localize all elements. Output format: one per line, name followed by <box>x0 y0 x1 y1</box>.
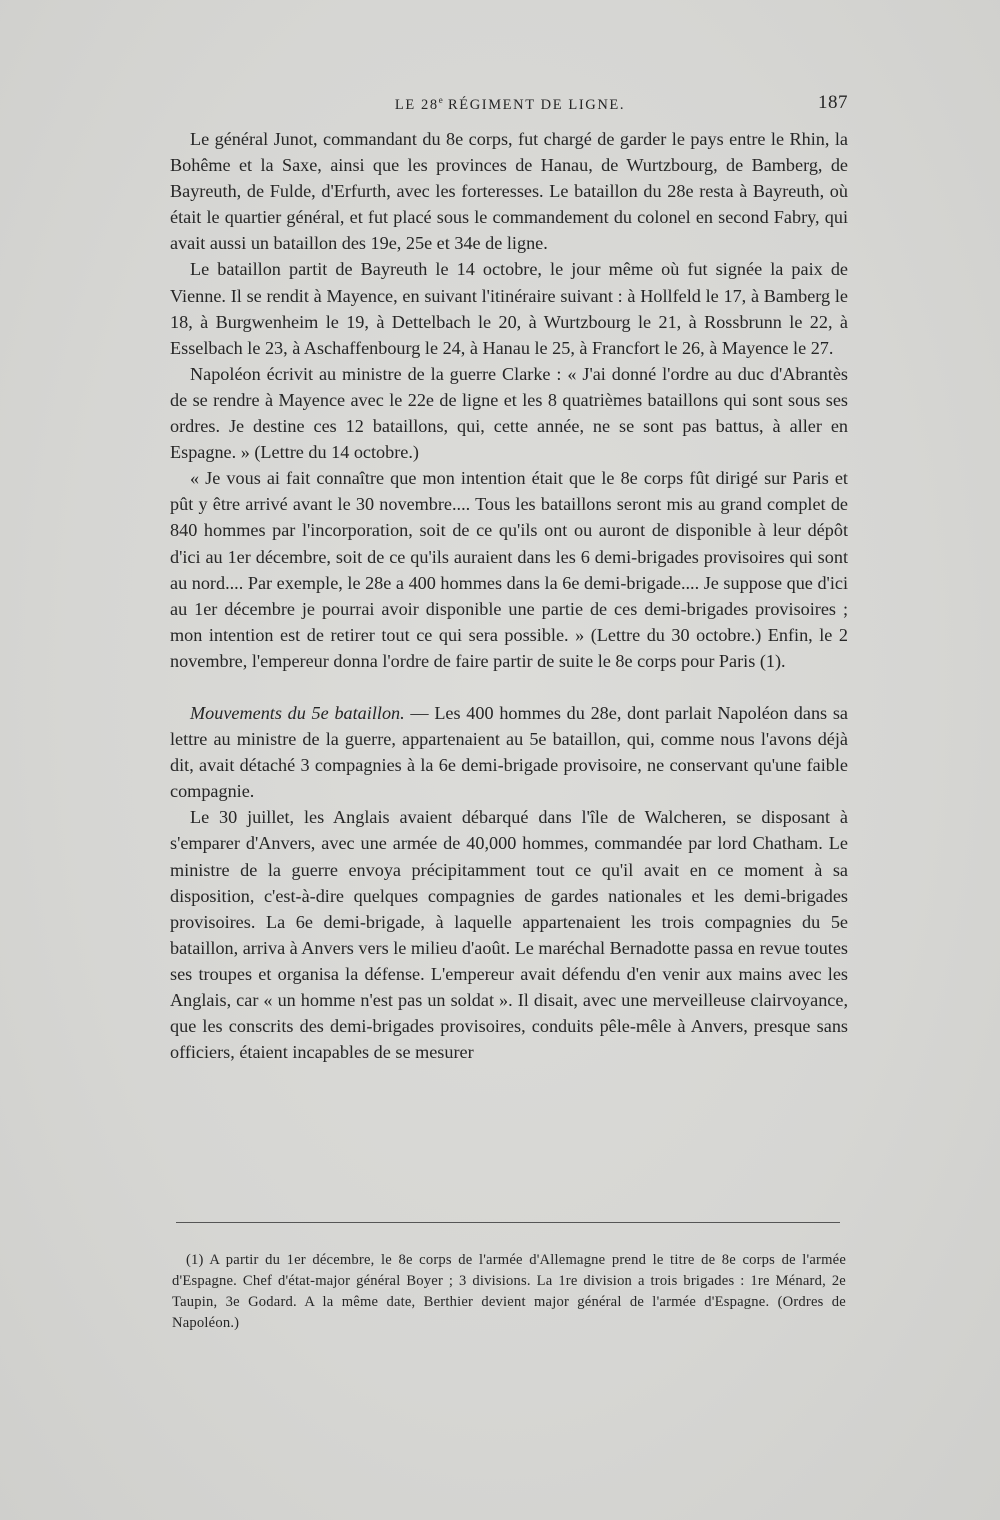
page-header <box>172 92 848 116</box>
body-text <box>170 126 848 1065</box>
section-intro: — Les 400 hommes du 28e, dont parlait Napoléon dans sa lettre au ministre de la guerre, appartenaient au 5e bataillon, qui, comme nous l'avons déjà dit, avait détaché 3 compagnies à la 6e demi-brigade provisoire, ne conservant qu'une faible compagnie. <box>170 702 849 802</box>
page-number: 187 <box>818 92 848 113</box>
section-paragraph-5th-battalion <box>170 700 848 804</box>
running-head: LE 28e RÉGIMENT DE LIGNE. <box>394 95 626 113</box>
paragraph-clarke-letter: Napoléon écrivit au ministre de la guerre Clarke : « J'ai donné l'ordre au duc d'Abrantès de se rendre à Mayence avec le 22e de ligne et les 8 quatrièmes bataillons qui sont sous ses ordres. Je destine ces 12 bataillons, qui, cette année, ne se sont pas battus, à aller en Espagne. » (Lettre du 14 octobre.) <box>170 363 848 463</box>
footnote <box>172 1250 846 1334</box>
paragraph-junot: Le général Junot, commandant du 8e corps, fut chargé de garder le pays entre le Rhin, la Bohême et la Saxe, ainsi que les provinces de Hanau, de Wurtzbourg, de Bamberg, de Bayreuth, de Fulde, d'Erfurth, avec les forteresses. Le bataillon du 28e resta à Bayreuth, où était le quartier général, et fut placé sous le commandement du colonel en second Fabry, qui avait aussi un bataillon des 19e, 25e et 34e de ligne. <box>170 129 848 254</box>
footnote-text: (1) A partir du 1er décembre, le 8e corps de l'armée d'Allemagne prend le titre de 8e corps de l'armée d'Espagne. Chef d'état-major général Boyer ; 3 divisions. La 1re division a trois brigades : 1re Ménard, 2e Taupin, 3e Godard. A la même date, Berthier devient major général de l'armée d'Espagne. (Ordres de Napoléon.) <box>172 1252 846 1331</box>
paragraph-itinerary: Le bataillon partit de Bayreuth le 14 octobre, le jour même où fut signée la paix de Vienne. Il se rendit à Mayence, en suivant l'itinéraire suivant : à Hollfeld le 17, à Bamberg le 18, à Burgwenheim le 19, à Dettelbach le 20, à Wurtzbourg le 21, à Rossbrunn le 22, à Esselbach le 23, à Aschaffenbourg le 24, à Hanau le 25, à Francfort le 26, à Mayence le 27. <box>170 259 848 358</box>
paragraph-walcheren: Le 30 juillet, les Anglais avaient débarqué dans l'île de Walcheren, se disposant à s'emparer d'Anvers, avec une armée de 40,000 hommes, commandée par lord Chatham. Le ministre de la guerre envoya précipitamment tout ce qu'il avait en ce moment à sa disposition, c'est-à-dire quelques compagnies de gardes nationales et les demi-brigades provisoires. La 6e demi-brigade, à laquelle appartenaient les trois compagnies du 5e bataillon, arriva à Anvers vers le milieu d'août. Le maréchal Bernadotte passa en revue toutes ses troupes et organisa la défense. L'empereur avait défendu d'en venir aux mains avec les Anglais, car « un homme n'est pas un soldat ». Il disait, avec une merveilleuse clairvoyance, que les conscrits des demi-brigades provisoires, conduits pêle-mêle à Anvers, presque sans officiers, étaient incapables de se mesurer <box>170 807 848 1063</box>
section-title: Mouvements du 5e bataillon. <box>190 702 405 723</box>
paragraph-october-letter: « Je vous ai fait connaître que mon intention était que le 8e corps fût dirigé sur Paris et pût y être arrivé avant le 30 novembre.... Tous les bataillons seront mis au grand complet de 840 hommes par l'incorporation, soit de ce qu'ils ont ou auront de disponible à leur dépôt d'ici au 1er décembre, soit de ce qu'ils auraient dans les 6 demi-brigades provisoires qui sont au nord.... Par exemple, le 28e a 400 hommes dans la 6e demi-brigade.... Je suppose que d'ici au 1er décembre je pourrai avoir disponible une partie de ces demi-brigades provisoires ; mon intention est de retirer tout ce qui sera possible. » (Lettre du 30 octobre.) Enfin, le 2 novembre, l'empereur donna l'ordre de faire partir de suite le 8e corps pour Paris (1). <box>170 468 848 671</box>
footnote-rule <box>176 1222 840 1223</box>
